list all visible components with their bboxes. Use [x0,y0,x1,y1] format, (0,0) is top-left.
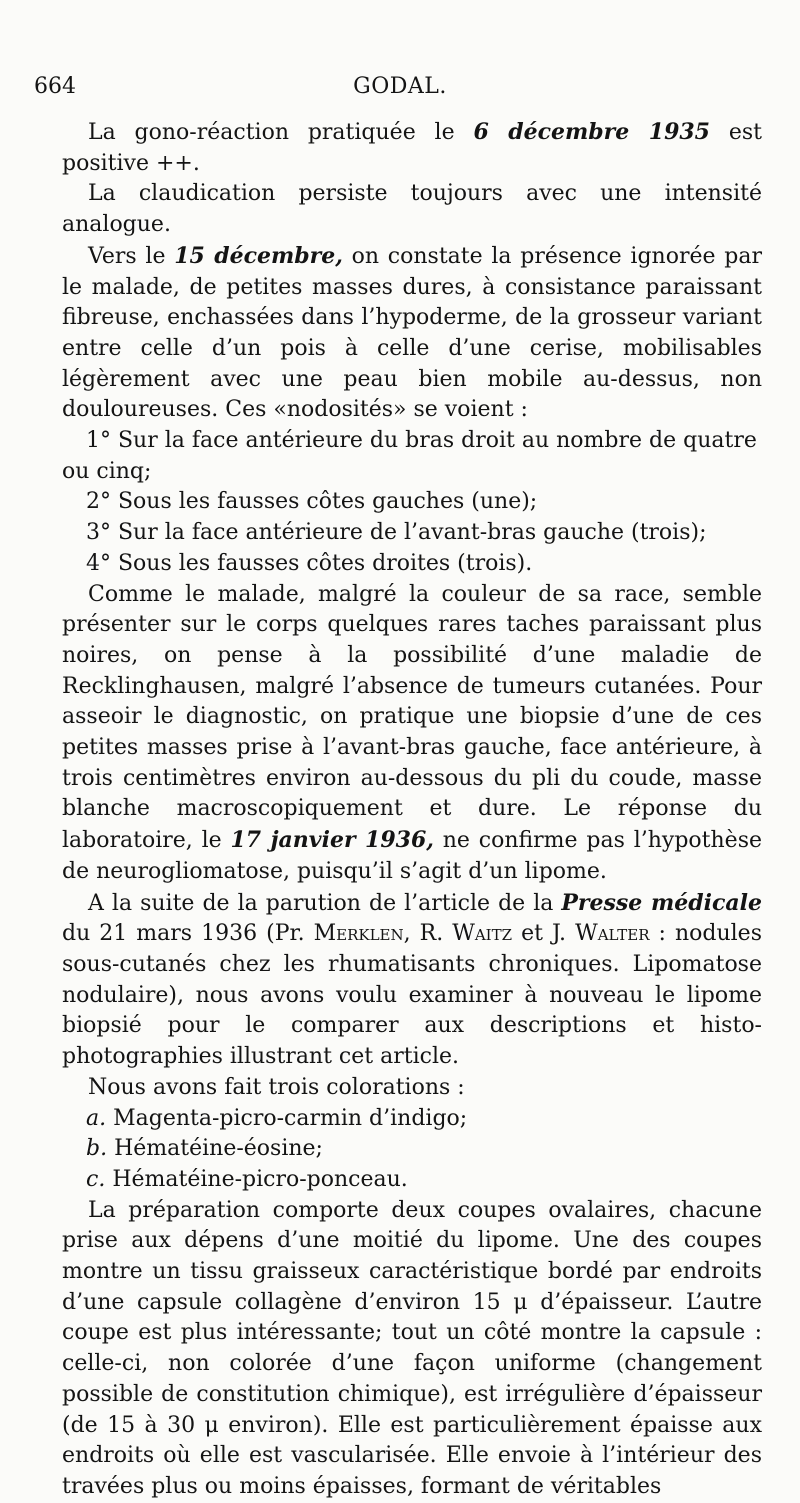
paragraph [62,580,762,888]
list-item [62,1104,762,1135]
text-run: 15 décembre, [174,242,343,269]
page-number: 664 [34,74,76,99]
text-run: b. [86,1136,108,1162]
list-item [62,518,762,549]
page-header [0,72,800,106]
text-run: , R. [403,921,453,947]
text-run: on constate la présence ignorée par le malade, de petites masses dures, à consistance paraissant fibreuse, enchassées dans l’hypoderme, de la grosseur variant entre celle d’un pois à celle d’une cerise, mobilisables légèrement avec une peau bien mobile au-dessus, non douloureuses. Ces «nodosités» se voient : [62,243,762,423]
text-run: Vers le [88,243,175,269]
paragraph [62,179,762,240]
body-text [62,117,762,1503]
text-run: Nous avons fait trois colorations : [88,1074,465,1100]
paragraph [62,1196,762,1503]
text-run: ne confirme pas l’hypothèse de neurogliomatose, puisqu’il s’agit d’un lipome. [62,828,763,884]
text-run: Comme le malade, malgré la couleur de sa race, semble présenter sur le corps quelques rares taches paraissant plus noires, on pense à la possibilité d’une maladie de Recklinghausen, malgré l’absence de tumeurs cutanées. Pour asseoir le diagnostic, on pratique une biopsie d’une de ces petites masses prise à l’avant-bras gauche, face antérieure, à trois centimètres environ au-dessous du pli du coude, masse blanche macroscopiquement et dure. Le réponse du laboratoire, le [62,581,762,854]
text-run: La gono-réaction pratiquée le [88,120,474,145]
text-run: Presse médicale [561,889,762,916]
list-item [62,1165,762,1196]
paragraph [62,1073,762,1104]
text-run: 17 janvier 1936, [230,827,434,854]
paragraph [62,888,762,1073]
text-run: du 21 mars 1936 (Pr. [62,921,314,947]
text-run: Hématéine-picro-ponceau. [105,1166,408,1192]
text-run: 4° Sous les fausses côtes droites (trois). [86,550,533,576]
list-item [62,426,762,487]
text-run: 6 décembre 1935 [473,119,710,145]
paragraph [62,241,762,426]
text-run: c. [86,1166,106,1192]
text-run: 3° Sur la face antérieure de l’avant-bras gauche (trois); [86,520,707,546]
text-run: a. [86,1105,107,1131]
list-item [62,487,762,518]
text-run: Waitz [452,921,513,947]
text-run: La préparation comporte deux coupes ovalaires, chacune prise aux dépens d’une moitié du lipome. Une des coupes montre un tissu graisseux caractéristique bordé par endroits d’une capsule collagène d’environ 15 μ d’épaisseur. L’autre coupe est plus intéressante; tout un côté montre la capsule : celle-ci, non colorée d’une façon uniforme (changement possible de constitution chimique), est irrégulière d’épaisseur (de 15 à 30 μ environ). Elle est particulièrement épaisse aux endroits où elle est vascularisée. Elle envoie à l’intérieur des travées plus ou moins épaisses, formant de véritables [62,1197,762,1499]
text-run: La claudication persiste toujours avec une intensité analogue. [62,181,762,238]
text-run: et J. [512,921,576,947]
list-item [62,549,762,580]
text-run: Hématéine-éosine; [107,1136,323,1162]
text-run: 1° Sur la face antérieure du bras droit au nombre de quatre ou cinq; [62,428,757,484]
text-run: Merklen [313,921,404,947]
running-head: GODAL. [353,74,447,99]
list-item [62,1134,762,1165]
text-run: Magenta-picro-carmin d’indigo; [106,1105,468,1131]
text-run: 2° Sous les fausses côtes gauches (une); [86,489,538,515]
paragraph [62,117,762,179]
text-run: Walter [575,921,650,947]
text-run: est positive ++. [62,120,762,176]
text-run: A la suite de la parution de l’article de la [88,890,562,916]
text-run: : nodules sous-cutanés chez les rhumatisants chroniques. Lipomatose nodulaire), nous avons voulu examiner à nouveau le lipome biopsié pour le comparer aux descriptions et histo-photographies illustrant cet article. [62,921,762,1070]
